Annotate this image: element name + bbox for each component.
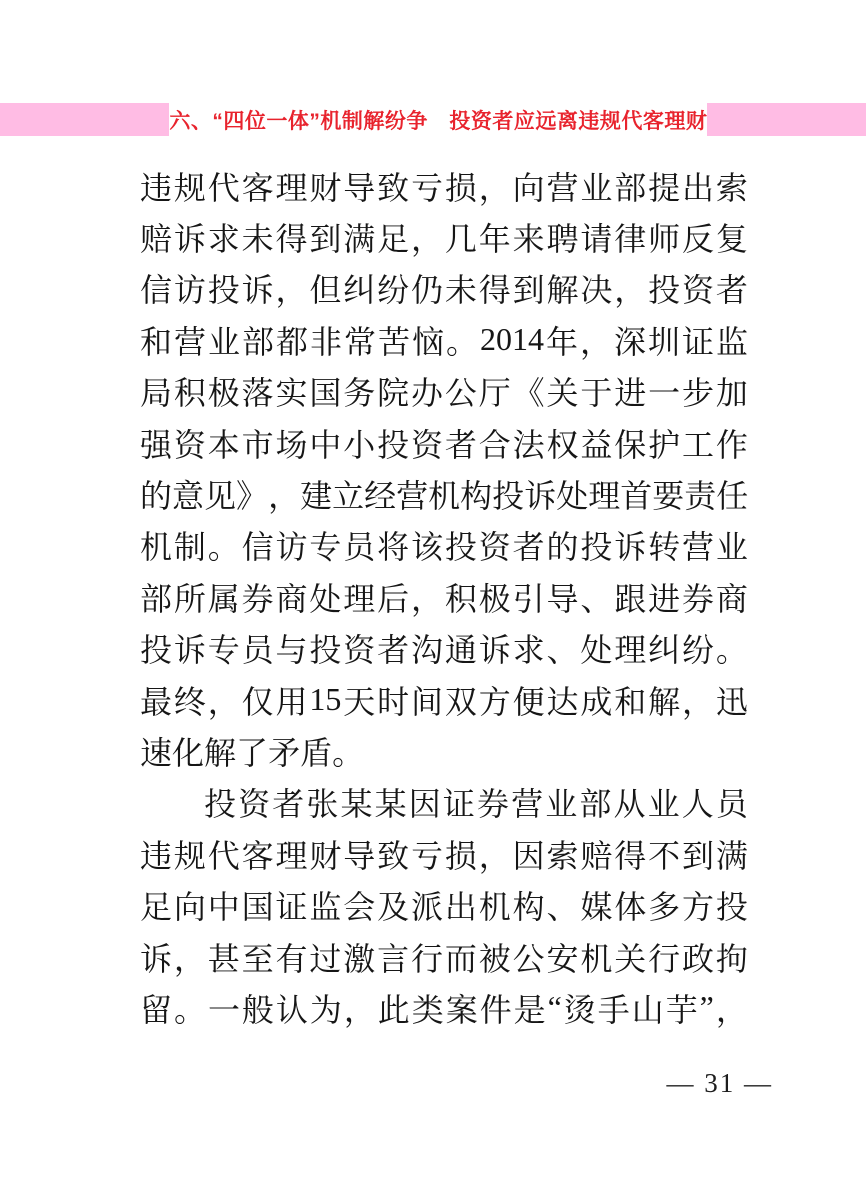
header-left-bar xyxy=(0,103,169,136)
text-line: 机 制 。 信 访 专 员 将 该 投 资 者 的 投 诉 转 营 业 xyxy=(140,529,748,566)
text-line: 和 营 业 部 都 非 常 苦 恼 。 2014 年 ， 深 圳 证 监 xyxy=(140,321,748,360)
text-line: 违 规 代 客 理 财 导 致 亏 损 ， 向 营 业 部 提 出 索 xyxy=(140,169,748,206)
text-line: 足 向 中 国 证 监 会 及 派 出 机 构 、 媒 体 多 方 投 xyxy=(140,889,748,926)
text-line: 最 终 ， 仅 用 15 天 时 间 双 方 便 达 成 和 解 ， 迅 xyxy=(140,681,748,720)
text-line: 部 所 属 券 商 处 理 后 ， 积 极 引 导 、 跟 进 券 商 xyxy=(140,580,748,617)
text-line: 投 资 者 张 某 某 因 证 券 营 业 部 从 业 人 员 xyxy=(204,786,748,823)
body-text xyxy=(140,160,748,1034)
text-line: 赔 诉 求 未 得 到 满 足 ， 几 年 来 聘 请 律 师 反 复 xyxy=(140,221,748,258)
page-number: — 31 — xyxy=(666,1068,773,1098)
header-right-bar xyxy=(707,103,866,136)
text-line: 速 化 解 了 矛 盾 。 xyxy=(140,734,365,771)
text-line: 强 资 本 市 场 中 小 投 资 者 合 法 权 益 保 护 工 作 xyxy=(140,426,748,463)
text-line: 投 诉 专 员 与 投 资 者 沟 通 诉 求 、 处 理 纠 纷 。 xyxy=(140,632,748,669)
text-line: 的 意 见 》 ， 建 立 经 营 机 构 投 诉 处 理 首 要 责 任 xyxy=(140,478,748,515)
text-line: 信 访 投 诉 ， 但 纠 纷 仍 未 得 到 解 决 ， 投 资 者 xyxy=(140,272,748,309)
chapter-header xyxy=(0,103,866,136)
chapter-title: 六、“四位一体”机制解纷争 投资者应远离违规代客理财 xyxy=(169,109,708,133)
text-line: 局 积 极 落 实 国 务 院 办 公 厅 《 关 于 进 一 步 加 xyxy=(140,375,748,412)
text-line: 诉 ， 甚 至 有 过 激 言 行 而 被 公 安 机 关 行 政 拘 xyxy=(140,940,748,977)
text-line: 违 规 代 客 理 财 导 致 亏 损 ， 因 索 赔 得 不 到 满 xyxy=(140,837,748,874)
text-line: 留 。 一 般 认 为 ， 此 类 案 件 是 “ 烫 手 山 芋 ” ， xyxy=(140,989,748,1028)
